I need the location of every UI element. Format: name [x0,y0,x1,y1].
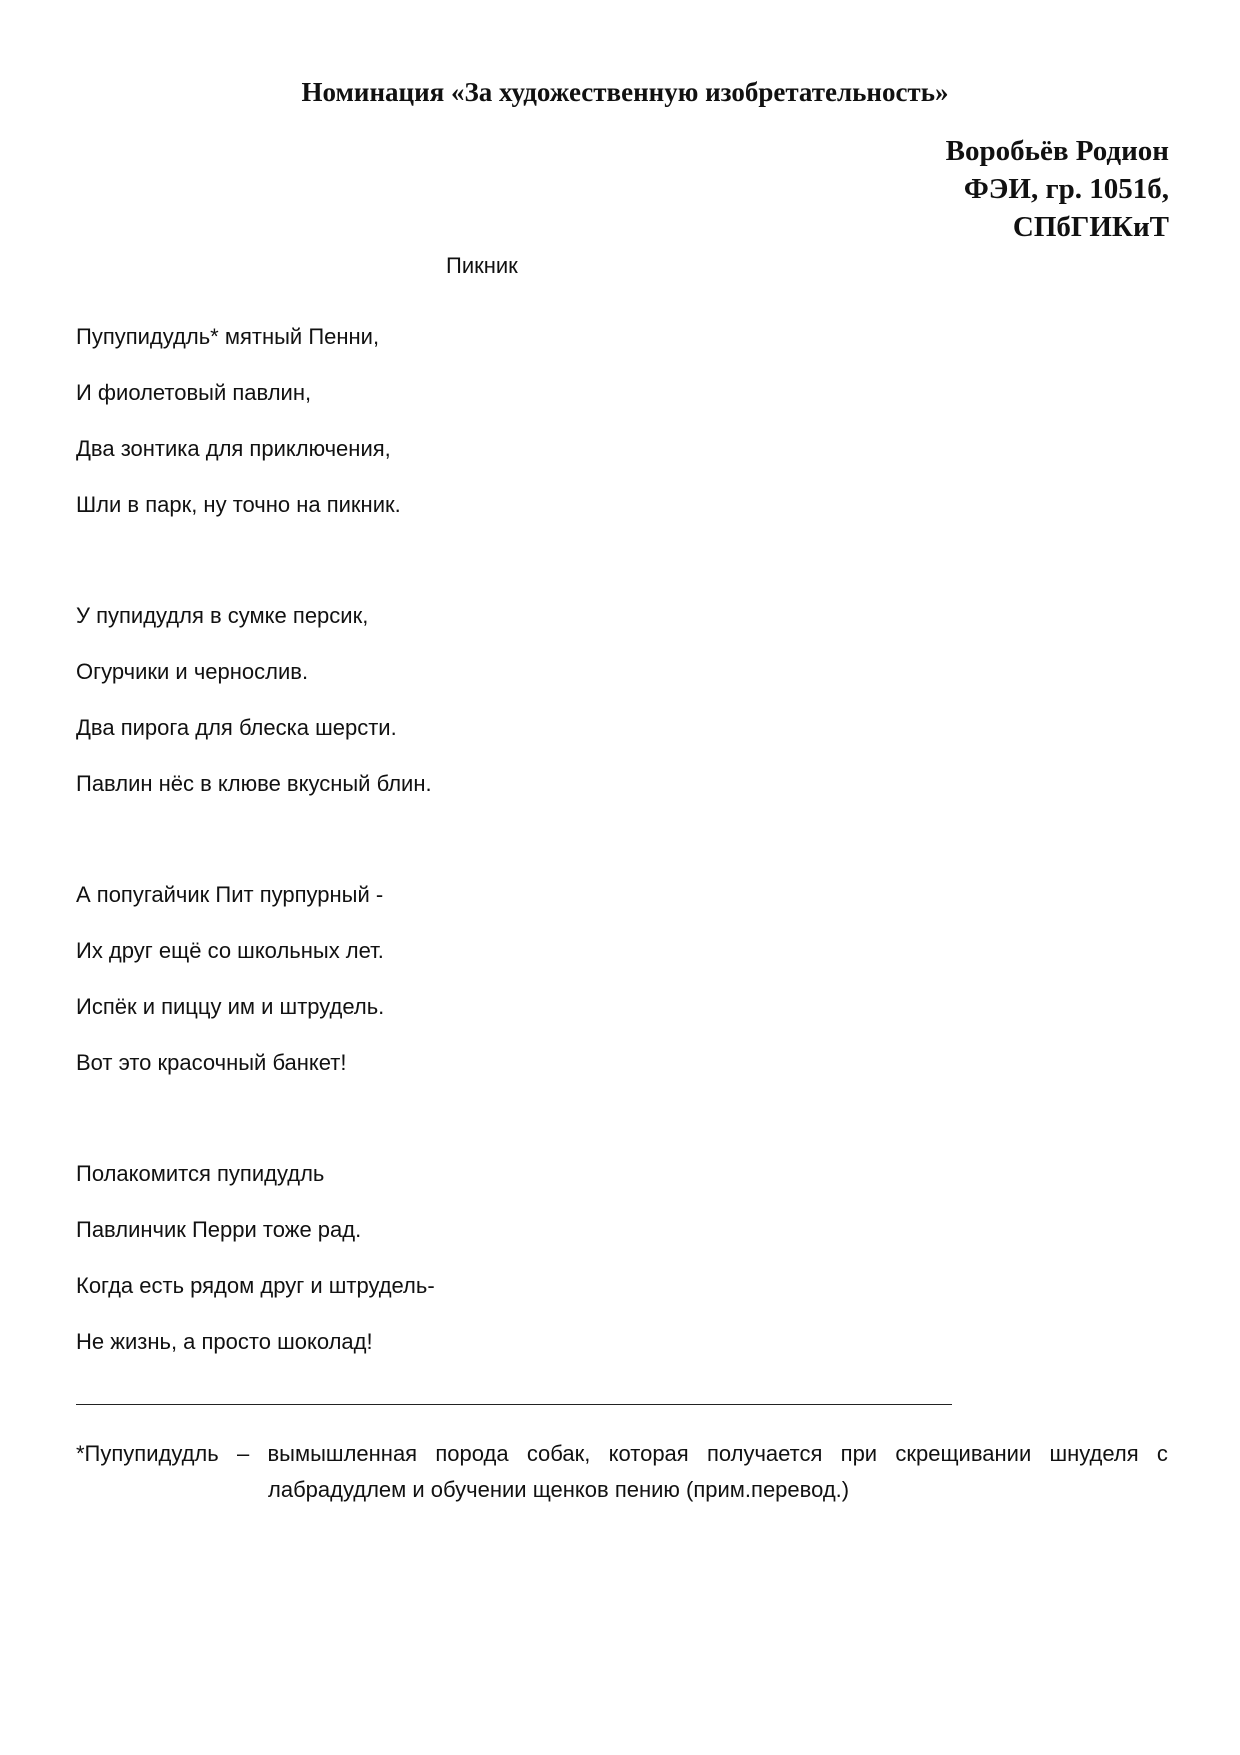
poem-body [76,322,1076,1438]
poem-line: Два зонтика для приключения, [76,436,391,461]
poem-line: У пупидудля в сумке персик, [76,603,369,628]
footnote-word: – [236,1441,250,1466]
footnote-word: вымышленная [267,1441,418,1466]
footnote-word: собак, [526,1441,591,1466]
poem-line: Шли в парк, ну точно на пикник. [76,492,401,517]
author-group: ФЭИ, гр. 1051б, [963,173,1169,205]
stanza-1 [76,322,1076,546]
poem-title: Пикник [446,253,518,278]
poem-line: Вот это красочный банкет! [76,1050,347,1075]
poem-line: Их друг ещё со школьных лет. [76,938,384,963]
poem-line: И фиолетовый павлин, [76,380,312,405]
author-name: Воробьёв Родион [945,135,1169,167]
footnote-word: *Пупупидудль [76,1441,219,1466]
footnote-line-1 [76,1436,1168,1472]
footnote-word: скрещивании [895,1441,1032,1466]
footnote-word: шнуделя [1049,1441,1139,1466]
poem-line: Полакомится пупидудль [76,1161,325,1186]
poem-line: Павлин нёс в клюве вкусный блин. [76,771,432,796]
poem-line: Павлинчик Перри тоже рад. [76,1217,362,1242]
footnote [76,1436,1168,1508]
poem-line: Огурчики и чернослив. [76,659,309,684]
footnote-word: получается [706,1441,823,1466]
stanza-3 [76,880,1076,1104]
author-institution: СПбГИКиТ [1012,211,1169,243]
stanza-4 [76,1159,1076,1383]
footnote-line-2: лабрадудлем и обучении щенков пению (прим.перевод.) [268,1477,850,1502]
footnote-separator [76,1404,952,1405]
poem-line: А попугайчик Пит пурпурный - [76,882,384,907]
poem-line: Не жизнь, а просто шоколад! [76,1329,373,1354]
poem-line: Когда есть рядом друг и штрудель- [76,1273,435,1298]
poem-line: Два пирога для блеска шерсти. [76,715,397,740]
poem-line: Испёк и пиццу им и штрудель. [76,994,385,1019]
stanza-2 [76,601,1076,825]
nomination-heading: Номинация «За художественную изобретательность» [301,77,949,107]
poem-line: Пупупидудль* мятный Пенни, [76,324,380,349]
footnote-word: которая [608,1441,689,1466]
footnote-word: с [1156,1441,1168,1466]
footnote-word: при [840,1441,878,1466]
footnote-word: порода [435,1441,509,1466]
author-block [569,132,1169,246]
